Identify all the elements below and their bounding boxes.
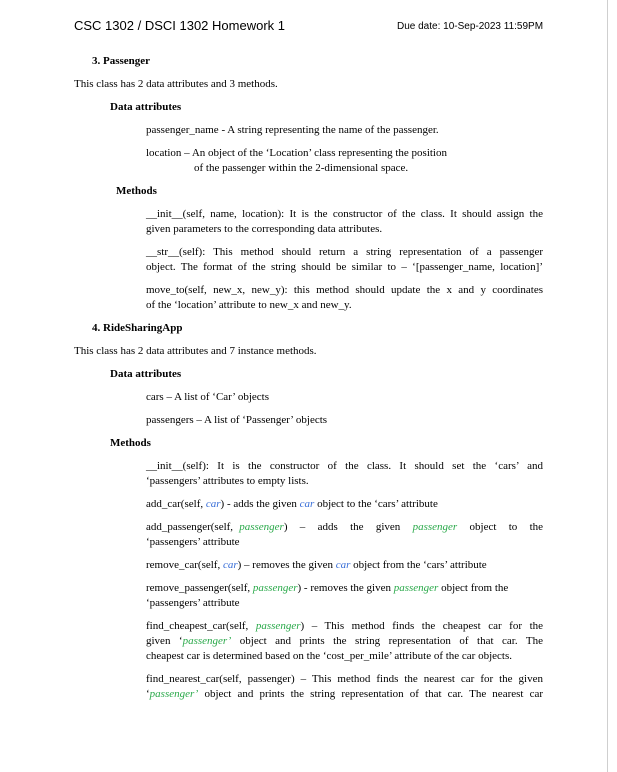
app-attr-passengers: passengers – A list of ‘Passenger’ objects xyxy=(146,414,328,426)
app-add-passenger-1: add_passenger(self, passenger) – adds the given passenger object to the xyxy=(146,521,544,533)
passenger-intro: This class has 2 data attributes and 3 methods. xyxy=(74,78,278,90)
app-init-1: __init__(self): It is the constructor of the class. It should set the ‘cars’ and xyxy=(146,460,543,472)
passenger-attr-heading: Data attributes xyxy=(110,101,182,113)
passenger-attr-location-1: location – An object of the ‘Location’ class representing the position xyxy=(146,147,447,159)
app-add-passenger-2: ‘passengers’ attribute xyxy=(146,536,240,548)
app-cheapest-3: cheapest car is determined based on the ‘cost_per_mile’ attribute of the car objects. xyxy=(146,650,513,662)
passenger-attr-location-2: of the passenger within the 2-dimensional space. xyxy=(194,162,409,174)
passenger-move-2: of the ‘location’ attribute to new_x and new_y. xyxy=(146,299,352,311)
passenger-move-1: move_to(self, new_x, new_y): this method should update the x and y coordinates xyxy=(146,284,543,296)
app-remove-passenger-1: remove_passenger(self, passenger) - removes the given passenger object from the xyxy=(146,582,509,594)
course-title: CSC 1302 / DSCI 1302 Homework 1 xyxy=(74,18,285,33)
app-init-2: ‘passengers’ attributes to empty lists. xyxy=(146,475,309,487)
passenger-attr-name: passenger_name - A string representing the name of the passenger. xyxy=(146,124,439,136)
passenger-methods-heading: Methods xyxy=(116,185,157,197)
app-attr-heading: Data attributes xyxy=(110,368,182,380)
app-remove-passenger-2: ‘passengers’ attribute xyxy=(146,597,240,609)
app-cheapest-2: given ‘passenger’ object and prints the string representation of that car. The xyxy=(146,635,544,647)
app-attr-cars: cars – A list of ‘Car’ objects xyxy=(146,391,270,403)
section-heading-ridesharingapp: 4. RideSharingApp xyxy=(92,322,183,334)
app-methods-heading: Methods xyxy=(110,437,151,449)
section-heading-passenger: 3. Passenger xyxy=(92,55,151,67)
app-add-car: add_car(self, car) - adds the given car object to the ‘cars’ attribute xyxy=(146,498,438,510)
app-remove-car: remove_car(self, car) – removes the given car object from the ‘cars’ attribute xyxy=(146,559,487,571)
passenger-str-1: __str__(self): This method should return a string representation of a passenger xyxy=(146,246,543,258)
app-intro: This class has 2 data attributes and 7 instance methods. xyxy=(74,345,317,357)
app-nearest-1: find_nearest_car(self, passenger) – This method finds the nearest car for the given xyxy=(146,673,543,685)
due-date: Due date: 10-Sep-2023 11:59PM xyxy=(397,21,544,32)
page-edge xyxy=(607,0,608,772)
app-cheapest-1: find_cheapest_car(self, passenger) – This method finds the cheapest car for the xyxy=(146,620,544,632)
passenger-init-1: __init__(self, name, location): It is the constructor of the class. It should assign the xyxy=(146,208,543,220)
passenger-str-2: object. The format of the string should be similar to – ‘[passenger_name, location]’ xyxy=(146,261,543,273)
app-nearest-2: ‘passenger’ object and prints the string representation of that car. The nearest car xyxy=(146,688,543,700)
passenger-init-2: given parameters to the corresponding data attributes. xyxy=(146,223,383,235)
